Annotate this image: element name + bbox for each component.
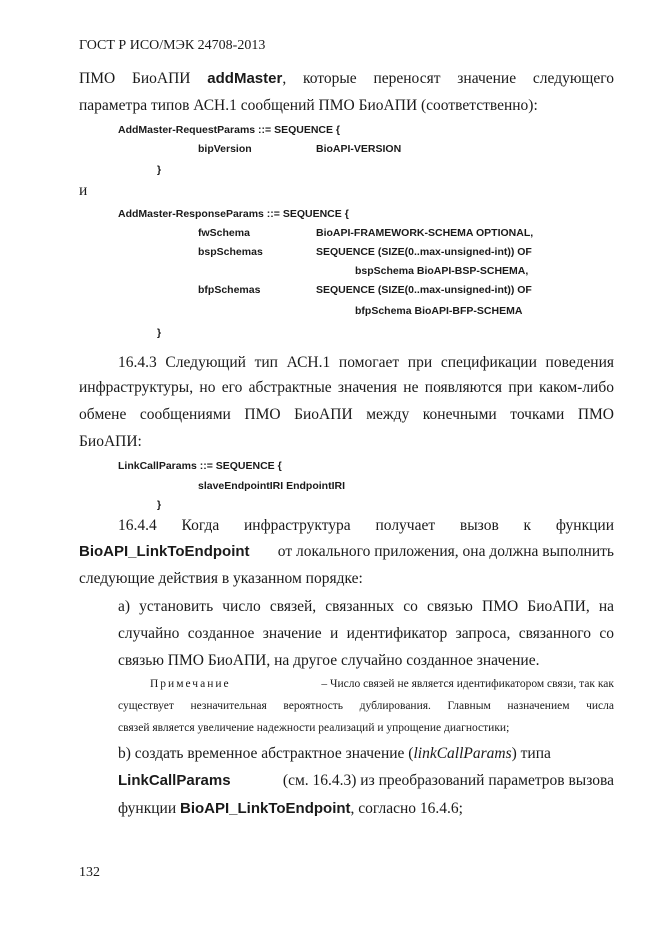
code-field-name: bfpSchemas [198,284,261,296]
code-field-type: SEQUENCE (SIZE(0..max-unsigned-int)) OF [316,284,532,296]
text-span [207,70,286,88]
code-field-type: BioAPI-VERSION [316,143,402,155]
paragraph-line: следующие действия в указанном порядке: [79,570,363,587]
text-span [118,745,551,763]
code-term: BioAPI_LinkToEndpoint [180,800,351,817]
paragraph-line: БиоАПИ: [79,433,142,450]
code-field-name: fwSchema [198,227,250,239]
page-number: 132 [79,865,100,880]
code-field-name: bipVersion [198,143,252,155]
code-field-type: bfpSchema BioAPI-BFP-SCHEMA [355,305,523,317]
paragraph-line: 16.4.3 Следующий тип АСН.1 помогает при спецификации поведения [118,354,614,371]
text-span: следующего [532,70,614,87]
paragraph-line: параметра типов АСН.1 сообщений ПМО БиоАПИ (соответственно): [79,97,538,114]
list-item-line [118,800,463,818]
code-line: AddMaster-ResponseParams ::= SEQUENCE { [118,208,349,220]
text-span: которые [303,70,357,87]
code-term: BioAPI_LinkToEndpoint [79,543,250,560]
paragraph-line: обмене сообщениями ПМО БиоАПИ между конечными точками ПМО [79,406,614,423]
code-line: } [157,499,162,511]
note-line [150,678,614,690]
code-line: LinkCallParams ::= SEQUENCE { [118,460,282,472]
text-span: b) создать временное абстрактное значение ( [118,745,414,762]
text-span: функции [118,800,180,817]
text-span: linkCallParams [413,745,512,762]
paragraph-line [79,70,614,88]
text-span: значение [457,70,517,87]
text-span: , согласно 16.4.6; [350,800,463,817]
paragraph-line: инфраструктуры, но его абстрактные значения не появляются при каком-либо [79,379,614,396]
text-span: ) типа [511,745,551,762]
code-field-type: SEQUENCE (SIZE(0..max-unsigned-int)) OF [316,246,532,258]
text-span: – Число связей не является идентификатором связи, так как [321,678,614,690]
paragraph-line [79,543,614,561]
note-label: Примечание [150,678,231,690]
list-item-line: а) установить число связей, связанных со связью ПМО БиоАПИ, на [118,598,614,615]
list-item-line: случайно созданное значение и идентификатор запроса, связанного со [118,625,614,642]
text-span: БиоАПИ [131,70,191,87]
list-item-line [118,772,614,790]
list-item-line: связью ПМО БиоАПИ, на другое случайно созданное значение. [118,652,540,669]
note-line: связей является увеличение надежности реализаций и упрощение диагностики; [118,722,510,734]
text-span: от локального приложения, она должна выполнить [277,543,614,560]
list-item-line [118,745,614,763]
code-term: addMaster [207,70,283,87]
code-line: slaveEndpointIRI EndpointIRI [198,480,345,492]
paragraph-line: 16.4.4 Когда инфраструктура получает вызов к функции [118,517,614,534]
code-line: AddMaster-RequestParams ::= SEQUENCE { [118,124,341,136]
code-term: LinkCallParams [118,772,231,789]
code-field-name: bspSchemas [198,246,263,258]
text-span: переносят [373,70,441,87]
conjunction: и [79,182,88,199]
document-header: ГОСТ Р ИСО/МЭК 24708-2013 [79,38,266,53]
code-line: } [157,164,162,176]
note-line: существует незначительная вероятность дублирования. Главным назначением числа [118,700,614,712]
code-line: } [157,327,162,339]
code-field-type: bspSchema BioAPI-BSP-SCHEMA, [355,265,529,277]
code-field-type: BioAPI-FRAMEWORK-SCHEMA OPTIONAL, [316,227,534,239]
text-span: ПМО [79,70,116,87]
text-span: , [282,70,287,87]
text-span: (см. 16.4.3) из преобразований параметров вызова [282,772,614,789]
